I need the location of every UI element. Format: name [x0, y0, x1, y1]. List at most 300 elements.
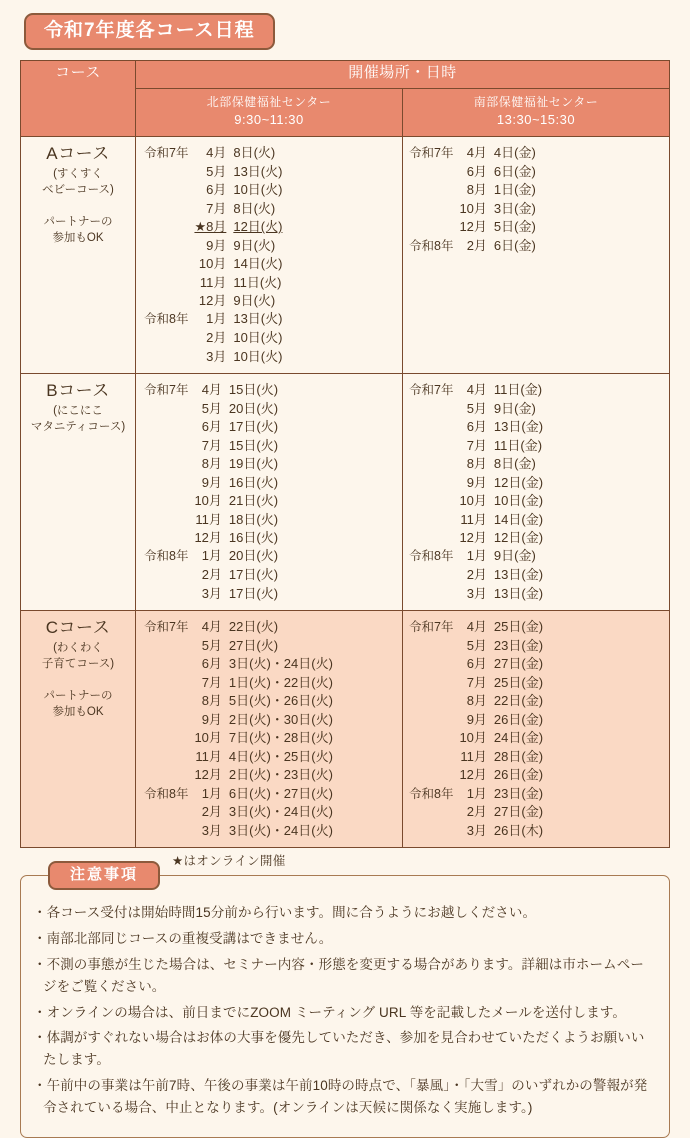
date-day: 5日(火)・26日(火) — [228, 693, 333, 709]
date-list — [144, 381, 278, 603]
date-month: 12月 — [194, 530, 222, 546]
date-era — [409, 729, 459, 747]
date-day: 27日(金) — [493, 804, 544, 820]
date-month: 3月 — [206, 348, 227, 364]
date-month: 9月 — [201, 474, 222, 490]
date-day: 28日(金) — [493, 748, 544, 764]
date-era — [409, 766, 459, 784]
date-entry — [144, 566, 278, 584]
date-month: 11月 — [460, 511, 487, 527]
date-entry — [144, 692, 333, 710]
date-day: 21日(火) — [228, 493, 279, 509]
date-month: 10月 — [459, 730, 487, 746]
notice-badge: 注意事項 — [48, 861, 160, 890]
header-place-datetime: 開催場所・日時 — [136, 60, 670, 88]
date-day: 24日(金) — [493, 730, 544, 746]
date-day: 11日(金) — [493, 437, 543, 453]
date-entry — [409, 200, 536, 218]
date-month: 7月 — [201, 437, 222, 453]
date-entry — [144, 585, 278, 603]
date-era: 令和7年 — [409, 620, 454, 635]
south-dates — [403, 381, 669, 603]
date-day: 10日(金) — [493, 493, 544, 509]
date-month: 5月 — [466, 637, 487, 653]
date-day: 12日(火) — [233, 219, 283, 235]
date-month: 12月 — [198, 293, 227, 308]
date-month: 6月 — [206, 182, 227, 198]
date-day: 11日(金) — [493, 382, 543, 398]
date-era — [144, 729, 194, 747]
date-entry — [409, 618, 543, 637]
date-entry — [409, 400, 543, 418]
date-entry — [144, 200, 282, 218]
date-month: ★8月 — [194, 219, 227, 235]
schedule-table-container — [20, 60, 670, 848]
header-north-center — [136, 88, 403, 136]
date-month: 4月 — [466, 619, 487, 635]
date-entry — [144, 492, 278, 510]
date-entry — [409, 785, 543, 804]
date-day: 9日(火) — [233, 237, 276, 253]
date-entry — [409, 381, 543, 400]
date-month: 2月 — [466, 237, 487, 253]
date-day: 3日(金) — [493, 200, 536, 216]
date-month: 12月 — [194, 767, 222, 783]
date-entry — [144, 218, 282, 236]
date-day: 13日(火) — [233, 163, 283, 179]
date-entry — [409, 692, 543, 710]
date-era — [144, 822, 194, 840]
north-dates — [136, 618, 402, 840]
date-day: 9日(金) — [493, 548, 536, 564]
date-month: 12月 — [459, 530, 487, 546]
date-entry — [144, 310, 282, 329]
date-month: 4月 — [206, 145, 227, 161]
date-day: 14日(金) — [493, 511, 544, 527]
date-day: 19日(火) — [228, 456, 279, 472]
date-month: 4月 — [201, 619, 222, 635]
date-entry — [409, 511, 543, 529]
date-list — [409, 381, 543, 603]
date-month: 2月 — [466, 567, 487, 583]
date-entry — [409, 418, 543, 436]
date-entry — [144, 729, 333, 747]
date-month: 10月 — [459, 200, 487, 216]
date-month: 2月 — [206, 330, 227, 346]
date-era — [144, 748, 194, 766]
date-era — [409, 692, 459, 710]
south-dates-cell — [403, 611, 670, 848]
date-era: 令和8年 — [144, 312, 189, 327]
date-day: 6日(金) — [493, 163, 536, 179]
date-day: 13日(火) — [233, 311, 283, 327]
date-entry — [409, 529, 543, 547]
date-month: 1月 — [466, 548, 487, 564]
date-month: 10月 — [459, 493, 487, 509]
date-month: 12月 — [459, 219, 487, 235]
date-month: 11月 — [199, 274, 227, 290]
date-day: 22日(金) — [493, 693, 544, 709]
date-day: 1日(火)・22日(火) — [228, 674, 333, 690]
course-cell — [21, 374, 136, 611]
date-era — [144, 163, 194, 181]
date-day: 3日(火)・24日(火) — [228, 804, 333, 820]
date-era — [144, 400, 194, 418]
date-era — [409, 418, 459, 436]
date-month: 10月 — [194, 730, 222, 746]
date-month: 8月 — [466, 693, 487, 709]
date-month: 6月 — [201, 419, 222, 435]
course-cell — [21, 611, 136, 848]
date-entry — [409, 455, 543, 473]
notice-item: ・ 午前中の事業は午前7時、午後の事業は午前10時の時点で、「暴風」・「大雪」のいずれかの警報が発令されている場合、中止となります。(オンラインは天候に関係なく実施します。) — [33, 1075, 655, 1119]
date-era — [409, 511, 459, 529]
date-era — [409, 492, 459, 510]
date-era — [144, 255, 194, 273]
date-entry — [144, 163, 282, 181]
date-entry — [409, 144, 536, 163]
date-entry — [144, 381, 278, 400]
date-entry — [144, 655, 333, 673]
date-month: 11月 — [195, 511, 222, 527]
date-month: 9月 — [206, 237, 227, 253]
course-cell — [21, 137, 136, 374]
notice-item: ・ 南部北部同じコースの重複受講はできません。 — [33, 928, 655, 950]
date-month: 1月 — [466, 785, 487, 801]
south-dates-cell — [403, 374, 670, 611]
date-day: 26日(金) — [493, 711, 544, 727]
date-era — [144, 292, 194, 310]
date-day: 3日(火)・24日(火) — [228, 656, 333, 672]
date-month: 10月 — [198, 256, 227, 272]
date-month: 5月 — [201, 637, 222, 653]
date-entry — [409, 547, 543, 566]
date-era — [409, 637, 459, 655]
date-era — [144, 566, 194, 584]
notice-list — [33, 902, 655, 1119]
north-center-time: 9:30~11:30 — [234, 112, 304, 128]
table-header — [21, 60, 670, 136]
date-era — [144, 637, 194, 655]
course-subtitle: (すくすく ベビーコース) — [42, 168, 114, 196]
date-era — [144, 329, 194, 347]
date-era: 令和7年 — [144, 146, 189, 161]
date-era — [409, 674, 459, 692]
date-day: 17日(火) — [228, 419, 279, 435]
table-row — [21, 137, 670, 374]
date-month: 8月 — [201, 456, 222, 472]
date-day: 3日(火)・24日(火) — [228, 822, 333, 838]
date-entry — [144, 529, 278, 547]
date-month: 1月 — [206, 311, 227, 327]
date-entry — [144, 785, 333, 804]
date-entry — [409, 711, 543, 729]
date-era — [144, 237, 194, 255]
date-day: 20日(火) — [228, 548, 279, 564]
date-era — [409, 437, 459, 455]
date-entry — [409, 237, 536, 256]
date-day: 23日(金) — [493, 785, 544, 801]
date-era — [144, 655, 194, 673]
date-era — [409, 163, 459, 181]
notice-item: ・ 各コース受付は開始時間15分前から行います。間に合うようにお越しください。 — [33, 902, 655, 924]
table-body — [21, 137, 670, 848]
date-era — [409, 218, 459, 236]
date-entry — [144, 400, 278, 418]
header-row-top — [21, 60, 670, 88]
date-entry — [144, 181, 282, 199]
notice-item: ・ オンラインの場合は、前日までにZOOM ミーティング URL 等を記載したメールを送付します。 — [33, 1002, 655, 1024]
north-center-name: 北部保健福祉センター — [206, 94, 332, 109]
north-dates-cell — [136, 137, 403, 374]
date-month: 5月 — [466, 400, 487, 416]
online-legend: ★はオンライン開催 — [172, 854, 286, 869]
date-era — [409, 585, 459, 603]
north-dates-cell — [136, 611, 403, 848]
date-day: 8日(金) — [493, 456, 536, 472]
date-month: 7月 — [201, 674, 222, 690]
date-month: 9月 — [466, 711, 487, 727]
date-era: 令和8年 — [409, 238, 454, 253]
date-list — [409, 144, 536, 255]
date-entry — [409, 566, 543, 584]
date-day: 7日(火)・28日(火) — [228, 730, 333, 746]
course-schedule-table — [20, 60, 670, 848]
date-entry — [409, 437, 543, 455]
notice-section — [20, 866, 670, 1138]
notice-item: ・ 体調がすぐれない場合はお体の大事を優先していただき、参加を見合わせていただくようお願いいたします。 — [33, 1027, 655, 1071]
date-month: 11月 — [195, 748, 222, 764]
date-era — [144, 348, 194, 366]
date-entry — [409, 585, 543, 603]
date-entry — [144, 437, 278, 455]
course-partner-note: パートナーの 参加もOK — [43, 690, 113, 718]
date-era — [144, 529, 194, 547]
date-month: 8月 — [201, 693, 222, 709]
header-course: コース — [21, 60, 136, 136]
date-month: 10月 — [194, 493, 222, 509]
date-era: 令和7年 — [144, 383, 189, 398]
date-era: 令和8年 — [144, 786, 189, 801]
date-day: 22日(火) — [228, 619, 279, 635]
date-era: 令和8年 — [409, 786, 454, 801]
date-month: 2月 — [466, 804, 487, 820]
date-day: 17日(火) — [228, 567, 279, 583]
date-entry — [409, 674, 543, 692]
date-month: 11月 — [460, 748, 487, 764]
date-month: 12月 — [459, 767, 487, 783]
date-day: 11日(火) — [233, 274, 282, 290]
date-day: 1日(金) — [493, 182, 536, 198]
date-entry — [409, 766, 543, 784]
date-day: 16日(火) — [228, 530, 279, 546]
date-era — [144, 274, 194, 292]
date-month: 3月 — [201, 822, 222, 838]
date-day: 8日(火) — [233, 145, 276, 161]
date-era — [409, 474, 459, 492]
date-day: 15日(火) — [228, 437, 279, 453]
date-entry — [144, 418, 278, 436]
date-era: 令和7年 — [409, 383, 454, 398]
header-south-center — [403, 88, 670, 136]
date-month: 7月 — [466, 674, 487, 690]
date-day: 4日(火)・25日(火) — [228, 748, 333, 764]
north-dates — [136, 381, 402, 603]
date-era — [144, 766, 194, 784]
south-dates — [403, 144, 669, 255]
date-entry — [144, 766, 333, 784]
table-row — [21, 611, 670, 848]
date-entry — [144, 348, 282, 366]
date-month: 4月 — [201, 382, 222, 398]
date-era — [144, 585, 194, 603]
date-entry — [144, 748, 333, 766]
date-day: 4日(金) — [493, 145, 536, 161]
notice-item: ・ 不測の事態が生じた場合は、セミナー内容・形態を変更する場合があります。詳細は市ホームページをご覧ください。 — [33, 954, 655, 998]
date-entry — [144, 822, 333, 840]
date-era — [409, 822, 459, 840]
date-era — [409, 655, 459, 673]
date-month: 6月 — [201, 656, 222, 672]
date-day: 26日(金) — [493, 767, 544, 783]
date-day: 12日(金) — [493, 474, 544, 490]
date-day: 13日(金) — [493, 419, 544, 435]
date-entry — [144, 511, 278, 529]
date-entry — [409, 492, 543, 510]
south-center-time: 13:30~15:30 — [496, 112, 576, 128]
date-month: 1月 — [201, 785, 222, 801]
date-month: 9月 — [201, 711, 222, 727]
date-era — [409, 455, 459, 473]
date-era — [144, 418, 194, 436]
date-era — [409, 711, 459, 729]
date-day: 10日(火) — [233, 348, 283, 364]
date-entry — [144, 274, 282, 292]
date-era — [144, 803, 194, 821]
date-month: 6月 — [466, 163, 487, 179]
date-day: 2日(火)・30日(火) — [228, 711, 333, 727]
date-entry — [144, 144, 282, 163]
date-entry — [144, 474, 278, 492]
date-day: 12日(金) — [493, 530, 544, 546]
date-month: 2月 — [201, 804, 222, 820]
date-day: 8日(火) — [233, 200, 276, 216]
date-month: 8月 — [466, 182, 487, 198]
date-month: 4月 — [466, 145, 487, 161]
date-era — [144, 492, 194, 510]
date-day: 13日(金) — [493, 567, 544, 583]
date-era — [144, 711, 194, 729]
date-era — [144, 474, 194, 492]
date-entry — [409, 655, 543, 673]
date-day: 9日(金) — [493, 400, 536, 416]
course-name: Aコース — [46, 144, 110, 164]
date-entry — [409, 803, 543, 821]
date-month: 8月 — [466, 456, 487, 472]
date-month: 1月 — [201, 548, 222, 564]
date-era: 令和7年 — [144, 620, 189, 635]
date-era — [409, 803, 459, 821]
date-entry — [144, 674, 333, 692]
date-day: 14日(火) — [233, 256, 283, 272]
date-day: 6日(金) — [493, 237, 536, 253]
date-day: 20日(火) — [228, 400, 279, 416]
table-row — [21, 374, 670, 611]
page-title: 令和7年度各コース日程 — [24, 13, 275, 50]
date-day: 15日(火) — [228, 382, 279, 398]
date-entry — [409, 474, 543, 492]
date-entry — [144, 237, 282, 255]
date-era — [409, 400, 459, 418]
date-month: 6月 — [466, 656, 487, 672]
date-day: 27日(金) — [493, 656, 544, 672]
date-day: 25日(金) — [493, 619, 544, 635]
date-entry — [144, 547, 278, 566]
date-era — [144, 455, 194, 473]
date-entry — [409, 748, 543, 766]
date-month: 3月 — [466, 822, 487, 838]
date-month: 3月 — [466, 585, 487, 601]
date-era: 令和8年 — [144, 549, 189, 564]
date-era — [409, 529, 459, 547]
date-day: 23日(金) — [493, 637, 544, 653]
notice-box — [20, 875, 670, 1138]
north-dates-cell — [136, 374, 403, 611]
date-entry — [409, 181, 536, 199]
date-era — [144, 181, 194, 199]
date-era — [144, 218, 194, 236]
date-day: 17日(火) — [228, 585, 279, 601]
date-list — [144, 144, 282, 366]
date-month: 7月 — [206, 200, 227, 216]
date-era — [144, 511, 194, 529]
date-day: 5日(金) — [493, 219, 536, 235]
south-dates — [403, 618, 669, 840]
date-era — [409, 181, 459, 199]
date-month: 5月 — [206, 163, 227, 179]
date-day: 10日(火) — [233, 330, 283, 346]
date-month: 2月 — [201, 567, 222, 583]
date-day: 25日(金) — [493, 674, 544, 690]
date-day: 2日(火)・23日(火) — [228, 767, 333, 783]
date-era — [409, 748, 459, 766]
date-month: 5月 — [201, 400, 222, 416]
date-list — [144, 618, 333, 840]
date-month: 3月 — [201, 585, 222, 601]
date-month: 4月 — [466, 382, 487, 398]
date-month: 6月 — [466, 419, 487, 435]
south-dates-cell — [403, 137, 670, 374]
date-entry — [144, 711, 333, 729]
date-entry — [409, 163, 536, 181]
date-day: 26日(木) — [493, 822, 544, 838]
date-entry — [409, 822, 543, 840]
date-day: 9日(火) — [233, 293, 276, 308]
date-month: 9月 — [466, 474, 487, 490]
date-entry — [144, 637, 333, 655]
date-day: 18日(火) — [228, 511, 279, 527]
date-entry — [144, 618, 333, 637]
date-era — [409, 566, 459, 584]
south-center-name: 南部保健福祉センター — [473, 94, 599, 109]
course-subtitle: (わくわく 子育てコース) — [41, 642, 115, 670]
date-entry — [144, 803, 333, 821]
date-day: 13日(金) — [493, 585, 544, 601]
date-entry — [144, 455, 278, 473]
date-era — [409, 200, 459, 218]
date-month: 7月 — [466, 437, 487, 453]
date-era: 令和7年 — [409, 146, 454, 161]
